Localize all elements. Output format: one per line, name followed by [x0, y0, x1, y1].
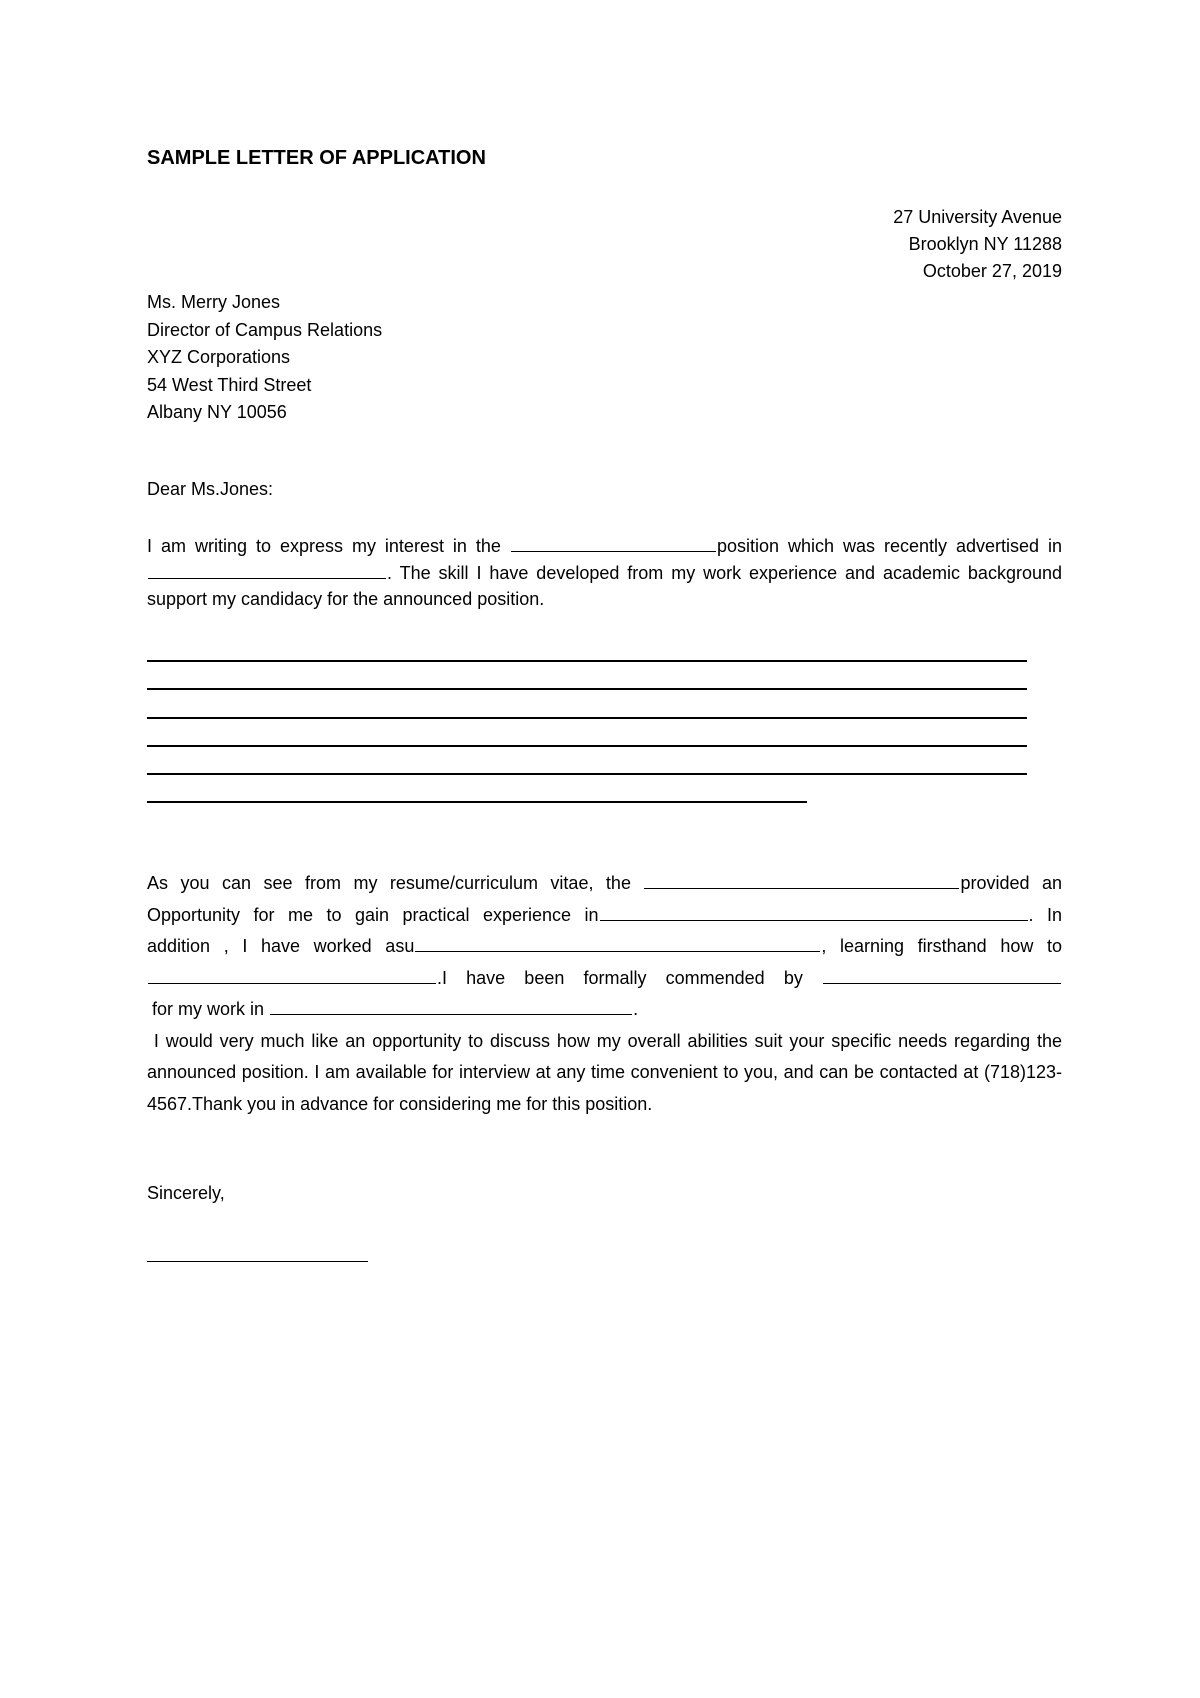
learned-how-blank[interactable] [148, 965, 436, 984]
paragraph1-text-1: I am writing to express my interest in the [147, 536, 501, 556]
paragraph2-text-1: As you can see from my resume/curriculum vitae, the [147, 873, 631, 893]
writing-line[interactable] [147, 773, 1027, 775]
writing-line[interactable] [147, 801, 807, 803]
paragraph1-text-3: . The skill I have developed from my work experience and academic background support my candidacy for the announced position. [147, 562, 1062, 609]
writing-line[interactable] [147, 660, 1027, 662]
paragraph2-text-7: . [633, 999, 639, 1019]
letter-date: October 27, 2019 [922, 261, 1062, 281]
work-in-blank[interactable] [270, 996, 632, 1015]
sender-street: 27 University Avenue [893, 207, 1062, 227]
paragraph2-text-3: . In addition , I have worked asu [147, 904, 1063, 956]
writing-line[interactable] [147, 688, 1027, 690]
paragraph2-text-4: , learning firsthand how to [821, 936, 1062, 956]
sender-address [893, 204, 1062, 285]
recipient-city: Albany NY 10056 [147, 402, 287, 422]
recipient-address [147, 289, 382, 427]
worked-as-blank[interactable] [415, 933, 820, 952]
recipient-position: Director of Campus Relations [147, 319, 383, 340]
advertised-in-blank[interactable] [148, 560, 386, 579]
experience-blank[interactable] [600, 902, 1028, 921]
commended-by-blank[interactable] [823, 965, 1061, 984]
position-blank[interactable] [511, 533, 716, 552]
recipient-company: XYZ Corporations [147, 347, 291, 367]
sender-city: Brooklyn NY 11288 [908, 234, 1062, 254]
signature-line[interactable] [147, 1261, 368, 1262]
opening-paragraph [147, 533, 1062, 613]
resume-item-blank[interactable] [644, 870, 959, 889]
paragraph1-text-2: position which was recently advertised in [716, 536, 1062, 556]
paragraph2-text-2: provided an Opportunity for me to gain practical experience in [147, 873, 1062, 925]
letter-title: SAMPLE LETTER OF APPLICATION [147, 147, 486, 169]
paragraph2-text-5: .I have been formally commended by [437, 967, 803, 988]
writing-line[interactable] [147, 717, 1027, 719]
writing-line[interactable] [147, 745, 1027, 747]
salutation: Dear Ms.Jones: [147, 479, 274, 499]
paragraph2-text-8: I would very much like an opportunity to discuss how my overall abilities suit your specific needs regarding the announced position. I am available for interview at any time convenient to you, and can be contacted at (718)123-4567.Thank you in advance for considering me for this position. [147, 1030, 1062, 1114]
recipient-name: Ms. Merry Jones [147, 292, 281, 312]
body-paragraph [147, 868, 1062, 1120]
recipient-street: 54 West Third Street [147, 374, 312, 395]
closing: Sincerely, [147, 1183, 225, 1203]
paragraph2-text-6: for my work in [152, 999, 265, 1019]
